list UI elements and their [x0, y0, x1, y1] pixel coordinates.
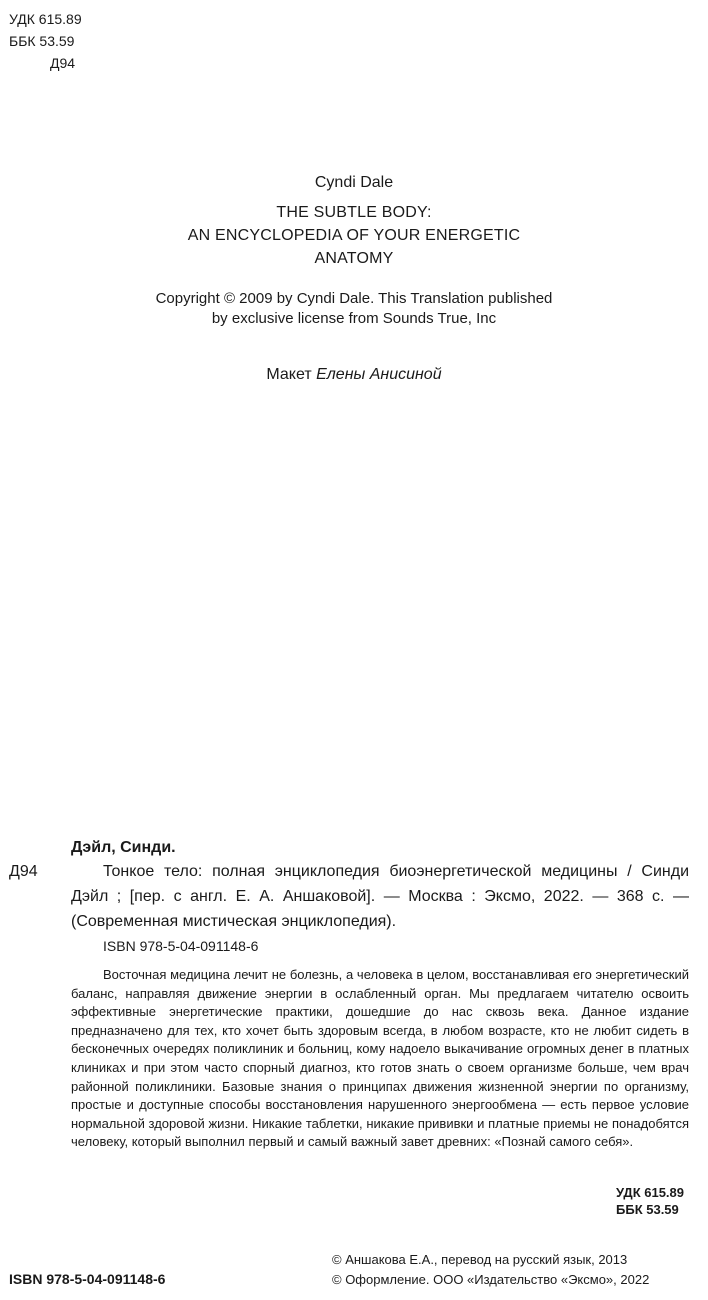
annotation	[71, 966, 689, 1152]
bottom-bbk-code: ББК 53.59	[616, 1202, 679, 1217]
original-title	[0, 201, 708, 270]
original-copyright	[0, 289, 708, 329]
original-author: Cyndi Dale	[314, 174, 394, 191]
layout-credit	[0, 366, 708, 384]
annotation-text: Восточная медицина лечит не болезнь, а человека в целом, восстанавливая его энергетический баланс, направляя движение энергии в ослабленный орган. Мы предлагаем читателю освоить эффективные энергетические практики, дошедшие до нас сквозь века. Данное издание предназначено для тех, кто хочет быть здоровым всегда, в любом возрасте, кто не любит сидеть в бесконечных очередях поликлиник и больниц, кому надоело выкачивание огромных денег в платных клиниках и при этом часто спорный диагноз, кто готов знать о своем организме больше, чем врач районной поликлиники. Базовые знания о принципах движения жизненной энергии по организму, простые и доступные способы восстановления нарушенного энергообмена — есть первое условие нормальной здоровой жизни. Никакие таблетки, никакие прививки и платные приемы не понадобятся человеку, который выполнил первый и самый важный завет древних: «Познай самого себя».	[71, 967, 689, 1150]
original-title-line: THE SUBTLE BODY:	[276, 204, 432, 221]
bibliography-record	[71, 859, 689, 934]
bottom-udk-code: УДК 615.89	[616, 1185, 684, 1200]
top-udk-code: УДК 615.89	[9, 11, 82, 27]
original-title-line: AN ENCYCLOPEDIA OF YOUR ENERGETIC	[187, 227, 521, 244]
original-title-line: ANATOMY	[314, 250, 394, 267]
copyright-line: by exclusive license from Sounds True, Inc	[211, 310, 497, 327]
bottom-copyrights	[332, 1250, 649, 1290]
bibliography-author-mark: Д94	[9, 863, 38, 880]
layout-credit-prefix: Макет	[266, 366, 317, 383]
bibliography-record-text: Тонкое тело: полная энциклопедия биоэнергетической медицины / Синди Дэйл ; [пер. с англ. Е. А. Аншаковой]. — Москва : Эксмо, 2022. — 368 с. — (Современная мистическая энциклопедия).	[71, 863, 689, 930]
bibliography-isbn: ISBN 978-5-04-091148-6	[103, 938, 259, 954]
translation-copyright: © Аншакова Е.А., перевод на русский язык, 2013	[332, 1252, 628, 1267]
bottom-isbn: ISBN 978-5-04-091148-6	[9, 1271, 166, 1287]
top-bbk-code: ББК 53.59	[9, 33, 75, 49]
top-author-mark: Д94	[50, 55, 76, 71]
design-copyright: © Оформление. ООО «Издательство «Эксмо», 2022	[332, 1272, 650, 1287]
copyright-line: Copyright © 2009 by Cyndi Dale. This Translation published	[155, 290, 553, 307]
top-classification-codes	[9, 8, 82, 74]
bottom-classification-codes	[616, 1184, 684, 1218]
layout-credit-name: Елены Анисиной	[316, 366, 442, 383]
bibliography-author-heading: Дэйл, Синди.	[71, 839, 176, 856]
